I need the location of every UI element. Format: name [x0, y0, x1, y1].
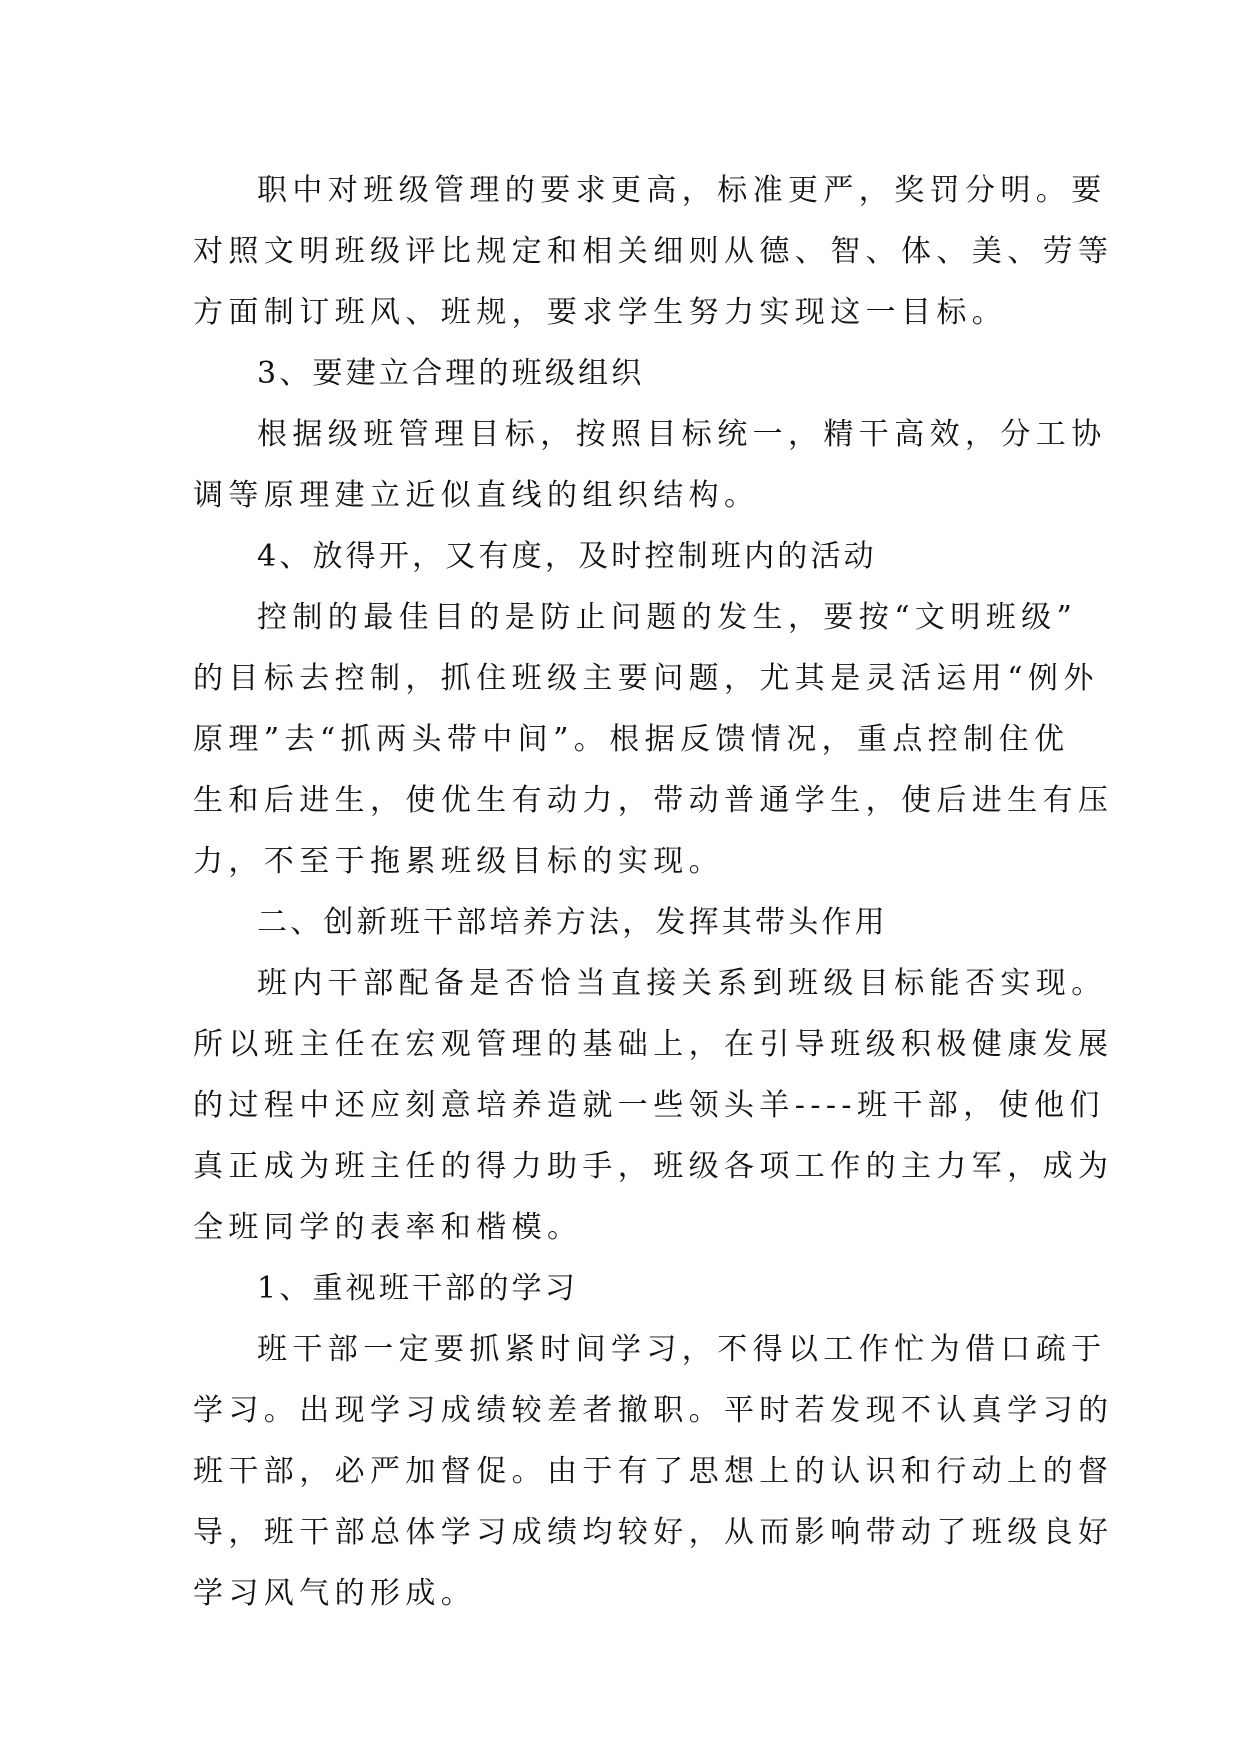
- paragraph-line: 班干部，必严加督促。由于有了思想上的认识和行动上的督: [193, 1454, 1114, 1489]
- paragraph-line: 方面制订班风、班规，要求学生努力实现这一目标。: [193, 295, 1008, 330]
- section-heading: 3、要建立合理的班级组织: [257, 356, 645, 391]
- paragraph-line: 学习。出现学习成绩较差者撤职。平时若发现不认真学习的: [193, 1393, 1114, 1428]
- section-heading: 4、放得开，又有度，及时控制班内的活动: [257, 539, 877, 574]
- paragraph-line: 的过程中还应刻意培养造就一些领头羊----班干部，使他们: [193, 1088, 1105, 1123]
- paragraph-line: 全班同学的表率和楷模。: [193, 1210, 583, 1245]
- paragraph-line: 班内干部配备是否恰当直接关系到班级目标能否实现。: [257, 966, 1107, 1001]
- document-body: [193, 160, 1114, 1624]
- paragraph-line: 的目标去控制，抓住班级主要问题，尤其是灵活运用“例外: [193, 661, 1099, 696]
- paragraph-line: 班干部一定要抓紧时间学习，不得以工作忙为借口疏于: [257, 1332, 1107, 1367]
- paragraph-line: 职中对班级管理的要求更高，标准更严，奖罚分明。要: [257, 173, 1107, 208]
- paragraph-line: 力，不至于拖累班级目标的实现。: [193, 844, 724, 879]
- paragraph-line: 所以班主任在宏观管理的基础上，在引导班级积极健康发展: [193, 1027, 1114, 1062]
- paragraph-line: 生和后进生，使优生有动力，带动普通学生，使后进生有压: [193, 783, 1114, 818]
- paragraph-line: 对照文明班级评比规定和相关细则从德、智、体、美、劳等: [193, 234, 1114, 269]
- paragraph-line: 导，班干部总体学习成绩均较好，从而影响带动了班级良好: [193, 1515, 1114, 1550]
- paragraph-line: 学习风气的形成。: [193, 1576, 477, 1611]
- paragraph-line: 控制的最佳目的是防止问题的发生，要按“文明班级”: [257, 600, 1078, 635]
- paragraph-line: 原理”去“抓两头带中间”。根据反馈情况，重点控制住优: [193, 722, 1070, 757]
- section-heading: 二、创新班干部培养方法，发挥其带头作用: [257, 905, 888, 940]
- paragraph-line: 真正成为班主任的得力助手，班级各项工作的主力军，成为: [193, 1149, 1114, 1184]
- section-heading: 1、重视班干部的学习: [257, 1271, 579, 1306]
- paragraph-line: 调等原理建立近似直线的组织结构。: [193, 478, 760, 513]
- paragraph-line: 根据级班管理目标，按照目标统一，精干高效，分工协: [257, 417, 1107, 452]
